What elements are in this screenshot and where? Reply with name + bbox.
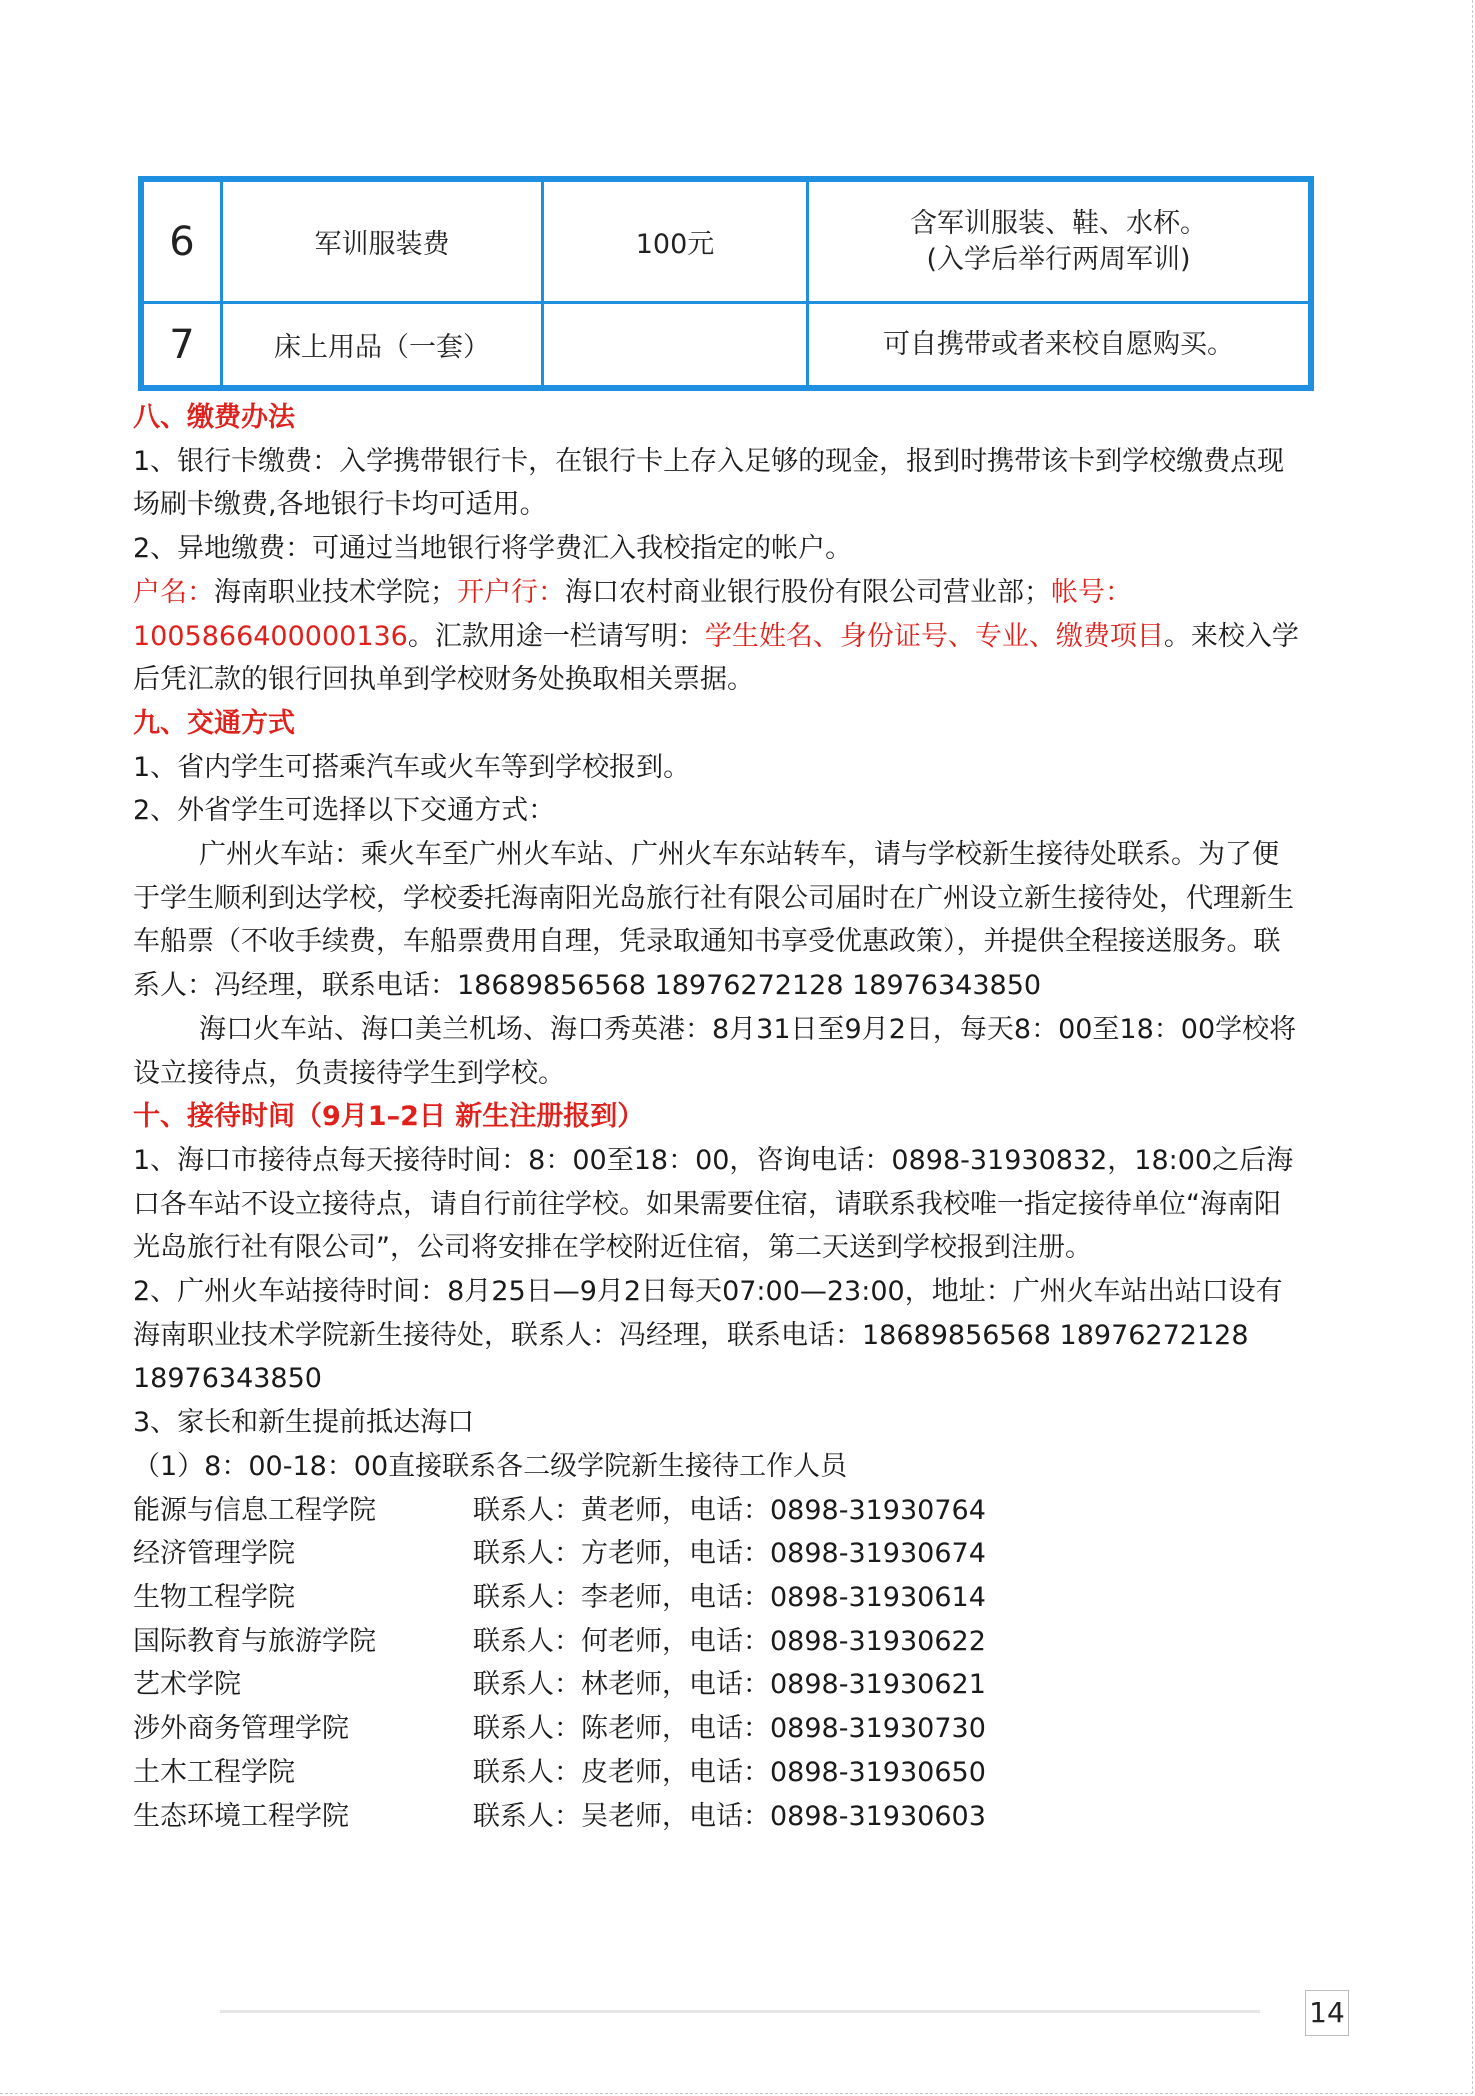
document-body — [133, 396, 1303, 1838]
fee-amount — [543, 303, 808, 388]
fee-amount: 100元 — [543, 179, 808, 303]
section-heading-transport: 九、交通方式 — [133, 707, 295, 739]
college-contact: 联系人：黄老师，电话：0898-31930764 — [473, 1494, 986, 1526]
paragraph: 2、广州火车站接待时间：8月25日—9月2日每天07:00—23:00，地址：广州火车站出站口设有海南职业技术学院新生接待处，联系人：冯经理，联系电话：18689856568 18976272128 18976343850 — [133, 1276, 1283, 1395]
fee-item-name: 军训服装费 — [222, 179, 543, 303]
page-number: 14 — [1305, 1990, 1349, 2036]
bank-name: 海口农村商业银行股份有限公司营业部； — [565, 576, 1051, 608]
college-name: 生物工程学院 — [133, 1581, 295, 1613]
paragraph: 海口火车站、海口美兰机场、海口秀英港：8月31日至9月2日，每天8：00至18：00学校将设立接待点，负责接待学生到学校。 — [133, 1013, 1297, 1089]
section-heading-payment: 八、缴费办法 — [133, 402, 295, 433]
remit-fields: 学生姓名、身份证号、专业、缴费项目 — [704, 620, 1164, 652]
college-name: 艺术学院 — [133, 1669, 241, 1701]
row-number: 7 — [141, 303, 222, 388]
contact-row — [133, 1620, 1303, 1664]
fee-note — [808, 303, 1312, 388]
college-name: 国际教育与旅游学院 — [133, 1625, 376, 1657]
account-name-label: 户名： — [133, 576, 214, 608]
contact-row — [133, 1663, 1303, 1707]
fee-note-line: 可自携带或者来校自愿购买。 — [883, 328, 1234, 360]
remit-tail: 。来校入学后凭汇款的银行回执单到学校财务处换取相关票据。 — [133, 620, 1299, 696]
footer-divider — [220, 2010, 1260, 2013]
college-contact: 联系人：何老师，电话：0898-31930622 — [473, 1625, 986, 1657]
paragraph: 2、异地缴费：可通过当地银行将学费汇入我校指定的帐户。 — [133, 533, 853, 565]
fee-note-line: (入学后举行两周军训) — [926, 243, 1191, 275]
remit-text: 。汇款用途一栏请写明： — [407, 620, 705, 652]
paragraph: 2、外省学生可选择以下交通方式： — [133, 795, 556, 827]
account-number-label: 帐号： — [1051, 576, 1132, 608]
table-row — [141, 179, 1311, 303]
table-row — [141, 303, 1311, 388]
contact-row — [133, 1795, 1303, 1839]
section-heading-reception: 十、接待时间（9月1–2日 新生注册报到） — [133, 1101, 645, 1133]
college-name: 能源与信息工程学院 — [133, 1494, 376, 1526]
bank-info-paragraph — [133, 571, 1303, 702]
paragraph: 3、家长和新生提前抵达海口 — [133, 1407, 475, 1439]
contact-row — [133, 1532, 1303, 1576]
paragraph: 1、银行卡缴费：入学携带银行卡，在银行卡上存入足够的现金，报到时携带该卡到学校缴费点现场刷卡缴费,各地银行卡均可适用。 — [133, 445, 1285, 521]
college-contact: 联系人：吴老师，电话：0898-31930603 — [473, 1800, 986, 1832]
contact-row — [133, 1751, 1303, 1795]
college-contact: 联系人：林老师，电话：0898-31930621 — [473, 1669, 986, 1701]
row-number: 6 — [141, 179, 222, 303]
paragraph: （1）8：00-18：00直接联系各二级学院新生接待工作人员 — [133, 1450, 848, 1482]
college-name: 土木工程学院 — [133, 1756, 295, 1788]
college-name: 涉外商务管理学院 — [133, 1713, 349, 1745]
paragraph: 1、省内学生可搭乘汽车或火车等到学校报到。 — [133, 751, 691, 783]
fee-note — [808, 179, 1312, 303]
account-name: 海南职业技术学院； — [214, 576, 457, 608]
fee-table — [138, 176, 1314, 391]
college-name: 经济管理学院 — [133, 1538, 295, 1570]
contact-row — [133, 1489, 1303, 1533]
college-name: 生态环境工程学院 — [133, 1800, 349, 1832]
bank-label: 开户行： — [457, 576, 565, 608]
paragraph: 1、海口市接待点每天接待时间：8：00至18：00，咨询电话：0898-31930832，18:00之后海口各车站不设立接待点，请自行前往学校。如果需要住宿，请联系我校唯一指定接待单位“海南阳光岛旅行社有限公司”，公司将安排在学校附近住宿，第二天送到学校报到注册。 — [133, 1144, 1294, 1264]
college-contact: 联系人：方老师，电话：0898-31930674 — [473, 1538, 986, 1570]
account-number: 1005866400000136 — [133, 620, 408, 652]
college-contact: 联系人：李老师，电话：0898-31930614 — [473, 1581, 986, 1613]
college-contact: 联系人：皮老师，电话：0898-31930650 — [473, 1756, 986, 1788]
contact-row — [133, 1576, 1303, 1620]
paragraph: 广州火车站：乘火车至广州火车站、广州火车东站转车，请与学校新生接待处联系。为了便于学生顺利到达学校，学校委托海南阳光岛旅行社有限公司届时在广州设立新生接待处，代理新生车船票（不收手续费，车船票费用自理，凭录取通知书享受优惠政策），并提供全程接送服务。联系人：冯经理，联系电话：18689856568 18976272128 18976343850 — [133, 839, 1294, 1002]
college-contact: 联系人：陈老师，电话：0898-31930730 — [473, 1713, 986, 1745]
fee-item-name: 床上用品（一套） — [222, 303, 543, 388]
contact-row — [133, 1707, 1303, 1751]
fee-note-line: 含军训服装、鞋、水杯。 — [910, 207, 1207, 239]
